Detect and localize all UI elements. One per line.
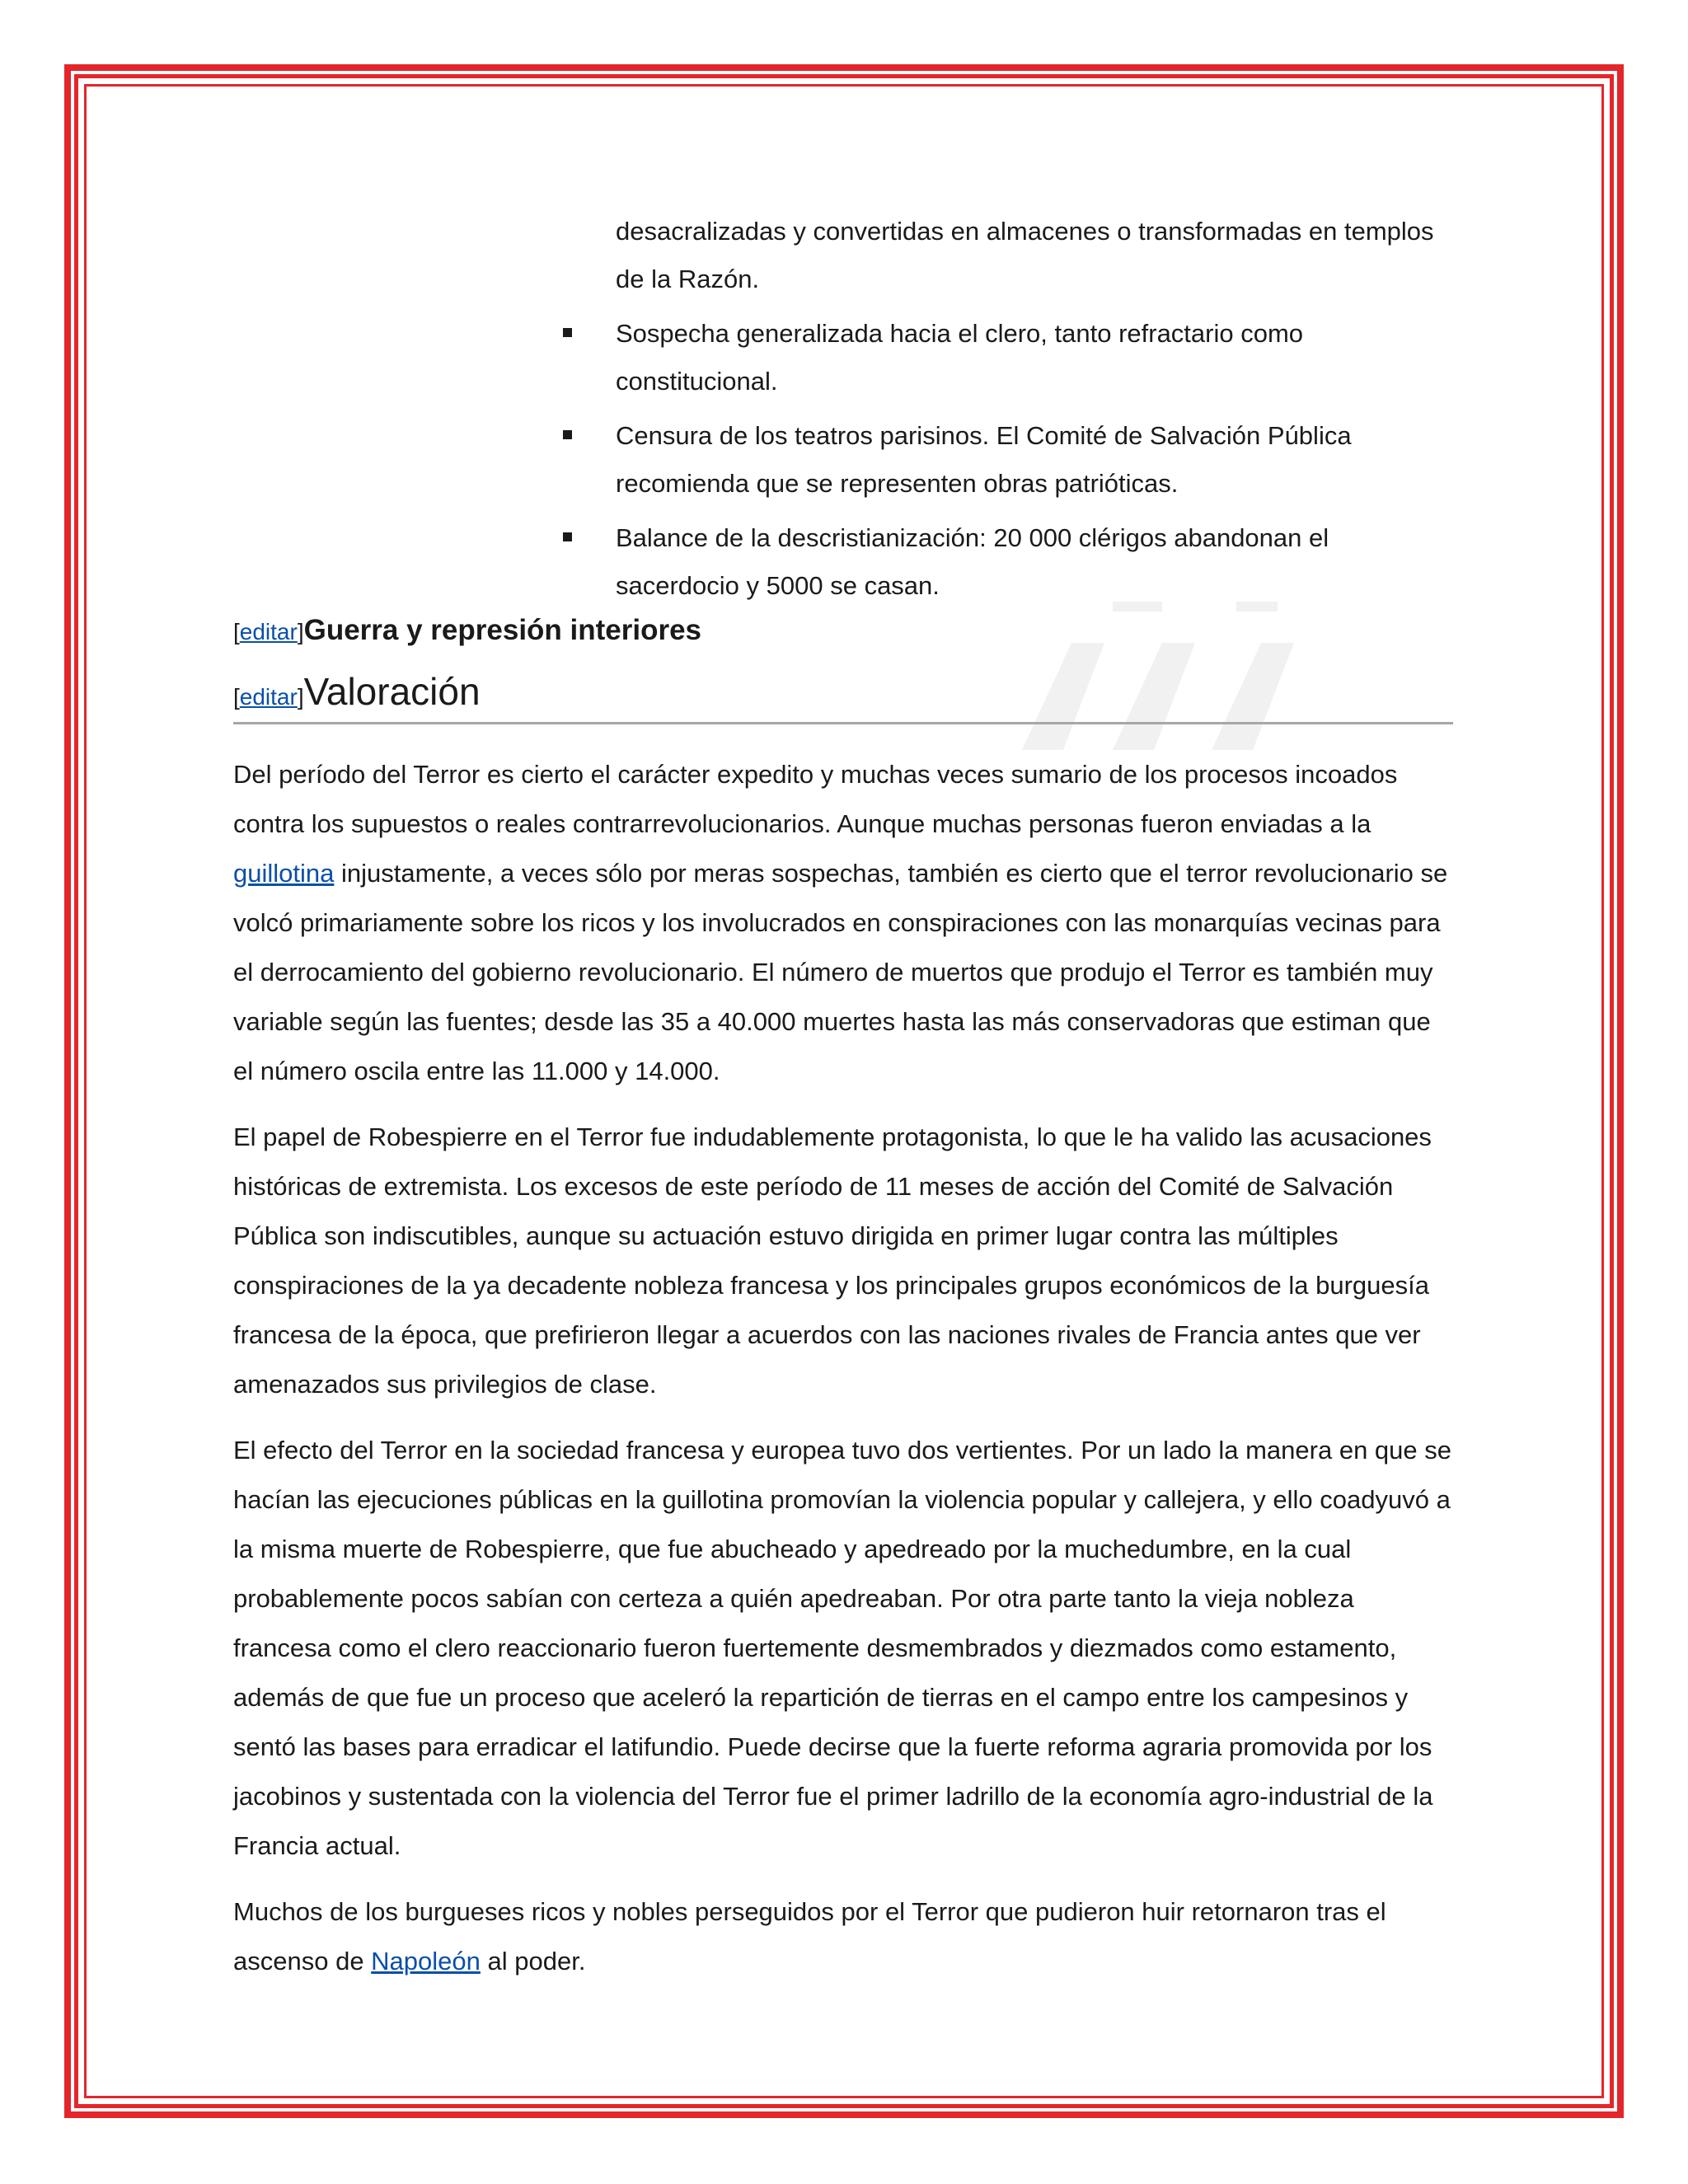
section-heading-valoracion <box>233 669 1453 724</box>
list-item-text: Balance de la descristianización: 20 000 clérigos abandonan el sacerdocio y 5000 se casan. <box>616 523 1329 600</box>
square-bullet-icon <box>563 532 572 541</box>
list-item-continuation <box>563 208 1437 303</box>
list-item <box>563 310 1437 405</box>
square-bullet-icon <box>563 430 572 439</box>
edit-bracket-close: ] <box>297 619 304 644</box>
section-body <box>233 750 1453 2003</box>
square-bullet-icon <box>563 328 572 337</box>
list-item <box>563 514 1437 610</box>
paragraph-text: Muchos de los burgueses ricos y nobles perseguidos por el Terror que pudieron huir retornaron tras el ascenso de <box>233 1897 1386 1975</box>
section-title: Valoración <box>303 670 481 713</box>
section-title: Guerra y represión interiores <box>303 614 702 646</box>
list-item-text: Sospecha generalizada hacia el clero, tanto refractario como constitucional. <box>616 319 1304 396</box>
edit-link-guerra[interactable]: editar <box>239 619 298 644</box>
edit-bracket-open: [ <box>233 684 240 710</box>
paragraph-text: Del período del Terror es cierto el carácter expedito y muchas veces sumario de los procesos incoados contra los supuestos o reales contrarrevolucionarios. Aunque muchas personas fueron enviadas a la <box>233 760 1398 838</box>
list-item <box>563 412 1437 508</box>
paragraph-2: El papel de Robespierre en el Terror fue indudablemente protagonista, lo que le ha valido las acusaciones históricas de extremista. Los excesos de este período de 11 meses de acción del Comité de Salvación Pública son indiscutibles, aunque su actuación estuvo dirigida en primer lugar contra las múltiples conspiraciones de la ya decadente nobleza francesa y los principales grupos económicos de la burguesía francesa de la época, que prefirieron llegar a acuerdos con las naciones rivales de Francia antes que ver amenazados sus privilegios de clase. <box>233 1122 1432 1399</box>
section-heading-guerra <box>233 614 701 647</box>
guillotina-link[interactable]: guillotina <box>233 859 335 888</box>
edit-bracket-open: [ <box>233 619 240 644</box>
list-item-text: desacralizadas y convertidas en almacenes o transformadas en templos de la Razón. <box>616 217 1434 293</box>
edit-bracket-close: ] <box>297 684 304 710</box>
paragraph-1 <box>233 750 1453 1096</box>
paragraph-text: injustamente, a veces sólo por meras sospechas, también es cierto que el terror revolucionario se volcó primariamente sobre los ricos y los involucrados en conspiraciones con las monarquías vecinas para el derrocamiento del gobierno revolucionario. El número de muertos que produjo el Terror es también muy variable según las fuentes; desde las 35 a 40.000 muertes hasta las más conservadoras que estiman que el número oscila entre las 11.000 y 14.000. <box>233 859 1448 1085</box>
paragraph-3: El efecto del Terror en la sociedad francesa y europea tuvo dos vertientes. Por un lado la manera en que se hacían las ejecuciones públicas en la guillotina promovían la violencia popular y callejera, y ello coadyuvó a la misma muerte de Robespierre, que fue abucheado y apedreado por la muchedumbre, en la cual probablemente pocos sabían con certeza a quién apedreaban. Por otra parte tanto la vieja nobleza francesa como el clero reaccionario fueron fuertemente desmembrados y diezmados como estamento, además de que fue un proceso que aceleró la repartición de tierras en el campo entre los campesinos y sentó las bases para erradicar el latifundio. Puede decirse que la fuerte reforma agraria promovida por los jacobinos y sustentada con la violencia del Terror fue el primer ladrillo de la economía agro-industrial de la Francia actual. <box>233 1436 1451 1860</box>
paragraph-4 <box>233 1887 1453 1986</box>
list-item-text: Censura de los teatros parisinos. El Comité de Salvación Pública recomienda que se representen obras patrióticas. <box>616 421 1352 498</box>
paragraph-text: al poder. <box>480 1947 586 1975</box>
napoleon-link[interactable]: Napoleón <box>371 1947 481 1975</box>
edit-link-valoracion[interactable]: editar <box>239 684 298 710</box>
bullet-list <box>563 208 1437 616</box>
